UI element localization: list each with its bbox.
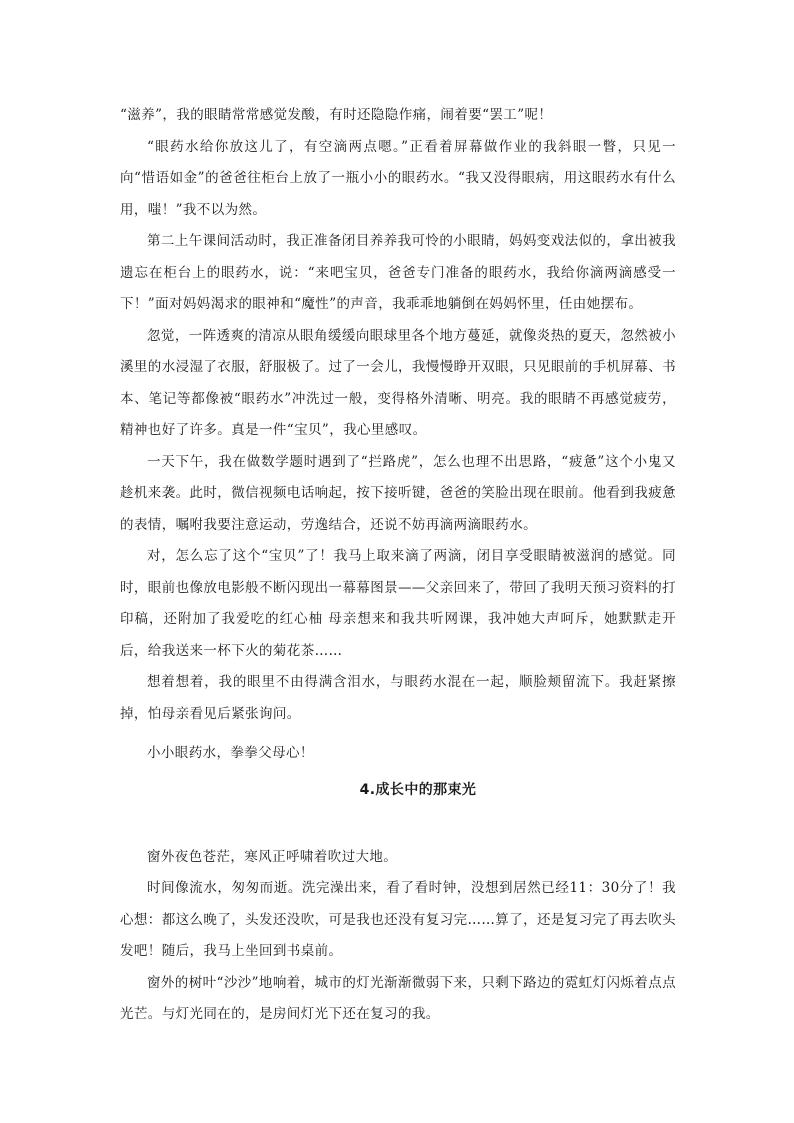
paragraph: 忽觉，一阵透爽的清凉从眼角缓缓向眼球里各个地方蔓延，就像炎热的夏天，忽然被小溪里的水浸湿了衣服，舒服极了。过了一会儿，我慢慢睁开双眼，只见眼前的手机屏幕、书本、笔记等都像被“眼药水”冲洗过一般，变得格外清晰、明亮。我的眼睛不再感觉疲劳，精神也好了许多。真是一件“宝贝”，我心里感叹。 bbox=[120, 327, 676, 438]
paragraph: 窗外夜色苍茫，寒风正呼啸着吹过大地。 bbox=[147, 848, 398, 865]
paragraph: 时间像流水，匆匆而逝。洗完澡出来，看了看时钟，没想到居然已经11：30分了！我心想：都这么晚了，头发还没吹，可是我也还没有复习完……算了，还是复习完了再去吹头发吧！随后，我马上坐回到书桌前。 bbox=[120, 880, 676, 959]
document-body bbox=[120, 100, 676, 1031]
paragraph: “眼药水给你放这儿了，有空滴两点嗯。”正看着屏幕做作业的我斜眼一瞥，只见一向“惜语如金”的爸爸往柜台上放了一瓶小小的眼药水。“我又没得眼病，用这眼药水有什么用，嗤！”我不以为然。 bbox=[120, 138, 676, 218]
paragraph: 想着想着，我的眼里不由得满含泪水，与眼药水混在一起，顺脸颊留流下。我赶紧擦掉，怕母亲看见后紧张询问。 bbox=[120, 674, 676, 722]
paragraph: 窗外的树叶“沙沙”地响着，城市的灯光渐渐微弱下来，只剩下路边的霓虹灯闪烁着点点光芒。与灯光同在的，是房间灯光下还在复习的我。 bbox=[120, 974, 676, 1022]
paragraph: 一天下午，我在做数学题时遇到了“拦路虎”，怎么也理不出思路，“疲惫”这个小鬼又趁机来袭。此时，微信视频电话响起，按下接听键，爸爸的笑脸出现在眼前。他看到我疲惫的表情，嘱咐我要注意运动，劳逸结合，还说不妨再滴两滴眼药水。 bbox=[120, 453, 676, 533]
paragraph: “滋养”，我的眼睛常常感觉发酸，有时还隐隐作痛，闹着要“罢工”呢！ bbox=[120, 107, 553, 123]
paragraph: 第二上午课间活动时，我正准备闭目养养我可怜的小眼睛，妈妈变戏法似的，拿出被我遗忘在柜台上的眼药水，说：“来吧宝贝，爸爸专门准备的眼药水，我给你滴两滴感受一下！”面对妈妈渴求的眼神和“魔性”的声音，我乖乖地躺倒在妈妈怀里，任由她摆布。 bbox=[120, 233, 676, 312]
paragraph: 对，怎么忘了这个“宝贝”了！我马上取来滴了两滴，闭目享受眼睛被滋润的感觉。同时，眼前也像放电影般不断闪现出一幕幕图景——父亲回来了，带回了我明天预习资料的打印稿，还附加了我爱吃的红心柚 母亲想来和我共听网课，我冲她大声呵斥，她默默走开后，给我送来一杯下火的菊花茶…… bbox=[120, 548, 676, 659]
section-title: 4.成长中的那束光 bbox=[359, 781, 477, 798]
closing-line: 小小眼药水，拳拳父母心！ bbox=[147, 745, 314, 761]
